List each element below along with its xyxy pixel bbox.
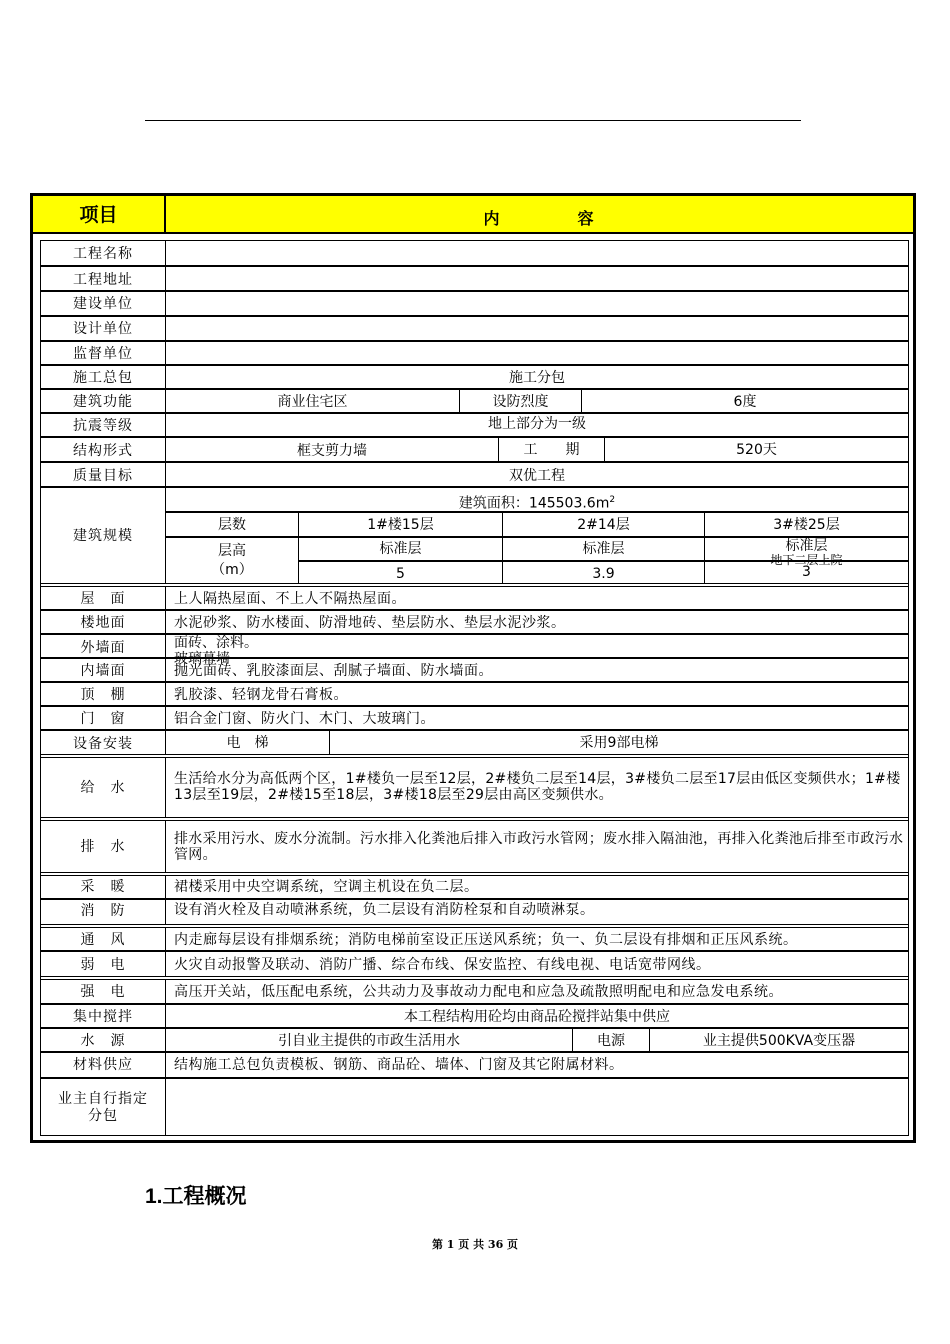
label-material: 材料供应	[40, 1052, 166, 1078]
std-floor-3-text: 标准层	[785, 538, 828, 554]
label-ext-wall: 外墙面	[40, 634, 166, 658]
label-structure: 结构形式	[40, 437, 166, 462]
header-content	[166, 206, 913, 229]
value-builder	[165, 291, 909, 316]
value-structure: 框支剪力墙	[165, 437, 499, 462]
value-function: 商业住宅区	[165, 389, 460, 413]
value-area	[165, 487, 909, 512]
label-equip: 设备安装	[40, 730, 166, 755]
label-designer: 设计单位	[40, 316, 166, 341]
label-water-src: 水 源	[40, 1028, 166, 1052]
value-bldg2-height: 3.9	[502, 561, 705, 584]
label-seismic: 抗震等级	[40, 413, 166, 437]
label-general-contractor: 施工总包	[40, 365, 166, 389]
value-seismic: 地上部分为一级	[165, 413, 909, 437]
std-floor-3	[704, 537, 909, 567]
label-period: 工 期	[498, 437, 605, 462]
label-height-b: （m）	[211, 562, 253, 578]
std-floor-1: 标准层	[298, 537, 503, 561]
label-quality: 质量目标	[40, 462, 166, 487]
value-quality: 双优工程	[165, 462, 909, 487]
label-scale: 建筑规模	[40, 487, 166, 584]
value-supervisor	[165, 341, 909, 365]
value-project-address	[165, 266, 909, 291]
label-floors: 层数	[165, 512, 299, 537]
value-heating: 裙楼采用中央空调系统，空调主机设在负二层。	[165, 875, 909, 899]
label-function: 建筑功能	[40, 389, 166, 413]
top-rule	[145, 120, 801, 121]
value-vent: 内走廊每层设有排烟系统；消防电梯前室设正压送风系统；负一、负二层设有排烟和正压风系统。	[165, 927, 909, 951]
value-designer	[165, 316, 909, 341]
owner-sub-b: 分包	[88, 1108, 118, 1124]
label-water-supply: 给 水	[40, 757, 166, 818]
label-elevator: 电 梯	[165, 730, 330, 755]
value-floor: 水泥砂浆、防水楼面、防滑地砖、垫层防水、垫层水泥沙浆。	[165, 610, 909, 634]
value-fortification: 6度	[581, 389, 909, 413]
value-period: 520天	[604, 437, 909, 462]
label-heating: 采 暖	[40, 875, 166, 899]
label-supervisor: 监督单位	[40, 341, 166, 365]
section-title: 1.工程概况	[145, 1185, 247, 1208]
value-ext-wall	[165, 634, 909, 658]
value-bldg3-floors: 3#楼25层	[704, 512, 909, 537]
label-fortification: 设防烈度	[459, 389, 582, 413]
label-ceiling: 顶 棚	[40, 682, 166, 706]
header-content-a: 内	[483, 209, 502, 228]
header-item: 项目	[79, 204, 118, 226]
value-water-supply: 生活给水分为高低两个区，1#楼负一层至12层，2#楼负二层至14层，3#楼负二层至17层由低区变频供水；1#楼13层至19层，2#楼15至18层，3#楼18层至29层由高区变频供水。	[165, 757, 909, 818]
value-ceiling: 乳胶漆、轻钢龙骨石膏板。	[165, 682, 909, 706]
value-bldg2-floors: 2#14层	[502, 512, 705, 537]
value-weak: 火灾自动报警及联动、消防广播、综合布线、保安监控、有线电视、电话宽带网线。	[165, 951, 909, 977]
label-height	[165, 537, 299, 584]
table-header	[33, 196, 913, 234]
value-bldg1-height: 5	[298, 561, 503, 584]
value-strong: 高压开关站，低压配电系统，公共动力及事故动力配电和应急及疏散照明配电和应急发电系统。	[165, 979, 909, 1004]
label-builder: 建设单位	[40, 291, 166, 316]
label-floor: 楼地面	[40, 610, 166, 634]
label-height-a: 层高	[218, 543, 246, 559]
label-vent: 通 风	[40, 927, 166, 951]
area-text: 建筑面积：145503.6m	[458, 495, 610, 512]
header-content-b: 容	[577, 209, 596, 228]
label-fire: 消 防	[40, 899, 166, 925]
label-project-name: 工程名称	[40, 240, 166, 266]
value-power: 业主提供500KVA变压器	[649, 1028, 909, 1052]
value-bldg1-floors: 1#楼15层	[298, 512, 503, 537]
value-water-src: 引自业主提供的市政生活用水	[165, 1028, 573, 1052]
value-project-name	[165, 240, 909, 266]
label-strong: 强 电	[40, 979, 166, 1004]
ext-wall-text: 面砖、涂料。	[174, 635, 258, 651]
value-int-wall: 抛光面砖、乳胶漆面层、刮腻子墙面、防水墙面。	[165, 658, 909, 682]
value-bldg3-height: 3	[704, 561, 909, 584]
label-weak: 弱 电	[40, 951, 166, 977]
label-roof: 屋 面	[40, 586, 166, 610]
label-int-wall: 内墙面	[40, 658, 166, 682]
area-sup: 2	[609, 495, 616, 505]
value-door: 铝合金门窗、防火门、木门、大玻璃门。	[165, 706, 909, 730]
std-floor-3-extra: 地下二层上院	[770, 553, 843, 567]
value-mixing: 本工程结构用砼均由商品砼搅拌站集中供应	[165, 1004, 909, 1028]
value-owner-sub	[165, 1078, 909, 1136]
page-footer: 第 1 页 共 36 页	[431, 1238, 519, 1251]
owner-sub-a: 业主自行指定	[58, 1091, 148, 1107]
ext-wall-text2	[174, 651, 908, 657]
label-power: 电源	[572, 1028, 650, 1052]
value-fire: 设有消火栓及自动喷淋系统，负二层设有消防栓泵和自动喷淋泵。	[165, 899, 909, 925]
label-door: 门 窗	[40, 706, 166, 730]
value-material: 结构施工总包负责模板、钢筋、商品砼、墙体、门窗及其它附属材料。	[165, 1052, 909, 1078]
value-roof: 上人隔热屋面、不上人不隔热屋面。	[165, 586, 909, 610]
value-drainage: 排水采用污水、废水分流制。污水排入化粪池后排入市政污水管网；废水排入隔油池，再排入化粪池后排至市政污水管网。	[165, 820, 909, 873]
label-owner-sub	[40, 1078, 166, 1136]
label-project-address: 工程地址	[40, 266, 166, 291]
label-drainage: 排 水	[40, 820, 166, 873]
label-mixing: 集中搅拌	[40, 1004, 166, 1028]
value-general-contractor: 施工分包	[165, 365, 909, 389]
std-floor-2: 标准层	[502, 537, 705, 561]
value-elevator: 采用9部电梯	[329, 730, 909, 755]
